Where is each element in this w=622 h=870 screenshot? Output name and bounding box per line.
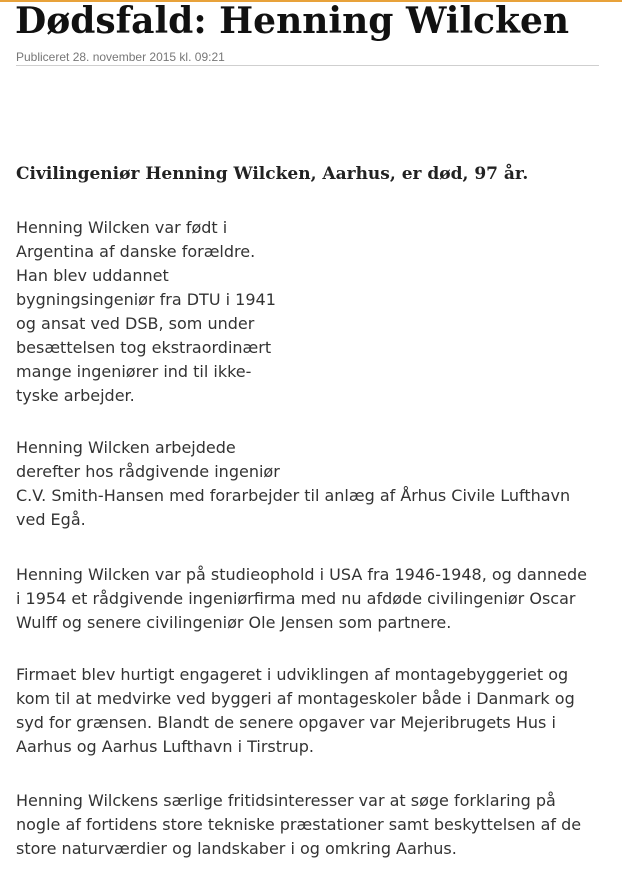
text-line: besættelsen tog ekstraordinært: [16, 338, 272, 357]
text-line: derefter hos rådgivende ingeniør: [16, 462, 280, 481]
text-line: og ansat ved DSB, som under: [16, 314, 255, 333]
text-line: store naturværdier og landskaber i og omkring Aarhus.: [16, 839, 457, 858]
paragraph-firm-founding: [16, 563, 587, 635]
paragraph-firm-work: [16, 663, 575, 759]
text-line: ved Egå.: [16, 510, 86, 529]
text-line: Henning Wilcken arbejdede: [16, 438, 236, 457]
publish-date: Publiceret 28. november 2015 kl. 09:21: [16, 50, 599, 66]
article-title: Dødsfald: Henning Wilcken: [15, 0, 570, 42]
text-line: tyske arbejder.: [16, 386, 135, 405]
text-line: syd for grænsen. Blandt de senere opgaver var Mejeribrugets Hus i: [16, 713, 556, 732]
text-line: Henning Wilckens særlige fritidsinteresser var at søge forklaring på: [16, 791, 556, 810]
text-line: Han blev uddannet: [16, 266, 169, 285]
text-line: nogle af fortidens store tekniske præstationer samt beskyttelsen af de: [16, 815, 582, 834]
text-line: Wulff og senere civilingeniør Ole Jensen som partnere.: [16, 613, 452, 632]
paragraph-birth-education: [16, 216, 276, 408]
text-line: C.V. Smith-Hansen med forarbejder til anlæg af Århus Civile Lufthavn: [16, 486, 571, 505]
article-lead: Civilingeniør Henning Wilcken, Aarhus, er død, 97 år.: [16, 164, 529, 184]
paragraph-interests: [16, 789, 581, 861]
text-line: Firmaet blev hurtigt engageret i udviklingen af montagebyggeriet og: [16, 665, 569, 684]
text-line: Argentina af danske forældre.: [16, 242, 256, 261]
text-line: mange ingeniører ind til ikke-: [16, 362, 252, 381]
paragraph-early-career: [16, 436, 570, 532]
text-line: kom til at medvirke ved byggeri af montageskoler både i Danmark og: [16, 689, 575, 708]
text-line: Henning Wilcken var på studieophold i USA fra 1946-1948, og dannede: [16, 565, 587, 584]
text-line: Henning Wilcken var født i: [16, 218, 228, 237]
text-line: Aarhus og Aarhus Lufthavn i Tirstrup.: [16, 737, 314, 756]
text-line: bygningsingeniør fra DTU i 1941: [16, 290, 276, 309]
text-line: i 1954 et rådgivende ingeniørfirma med nu afdøde civilingeniør Oscar: [16, 589, 576, 608]
